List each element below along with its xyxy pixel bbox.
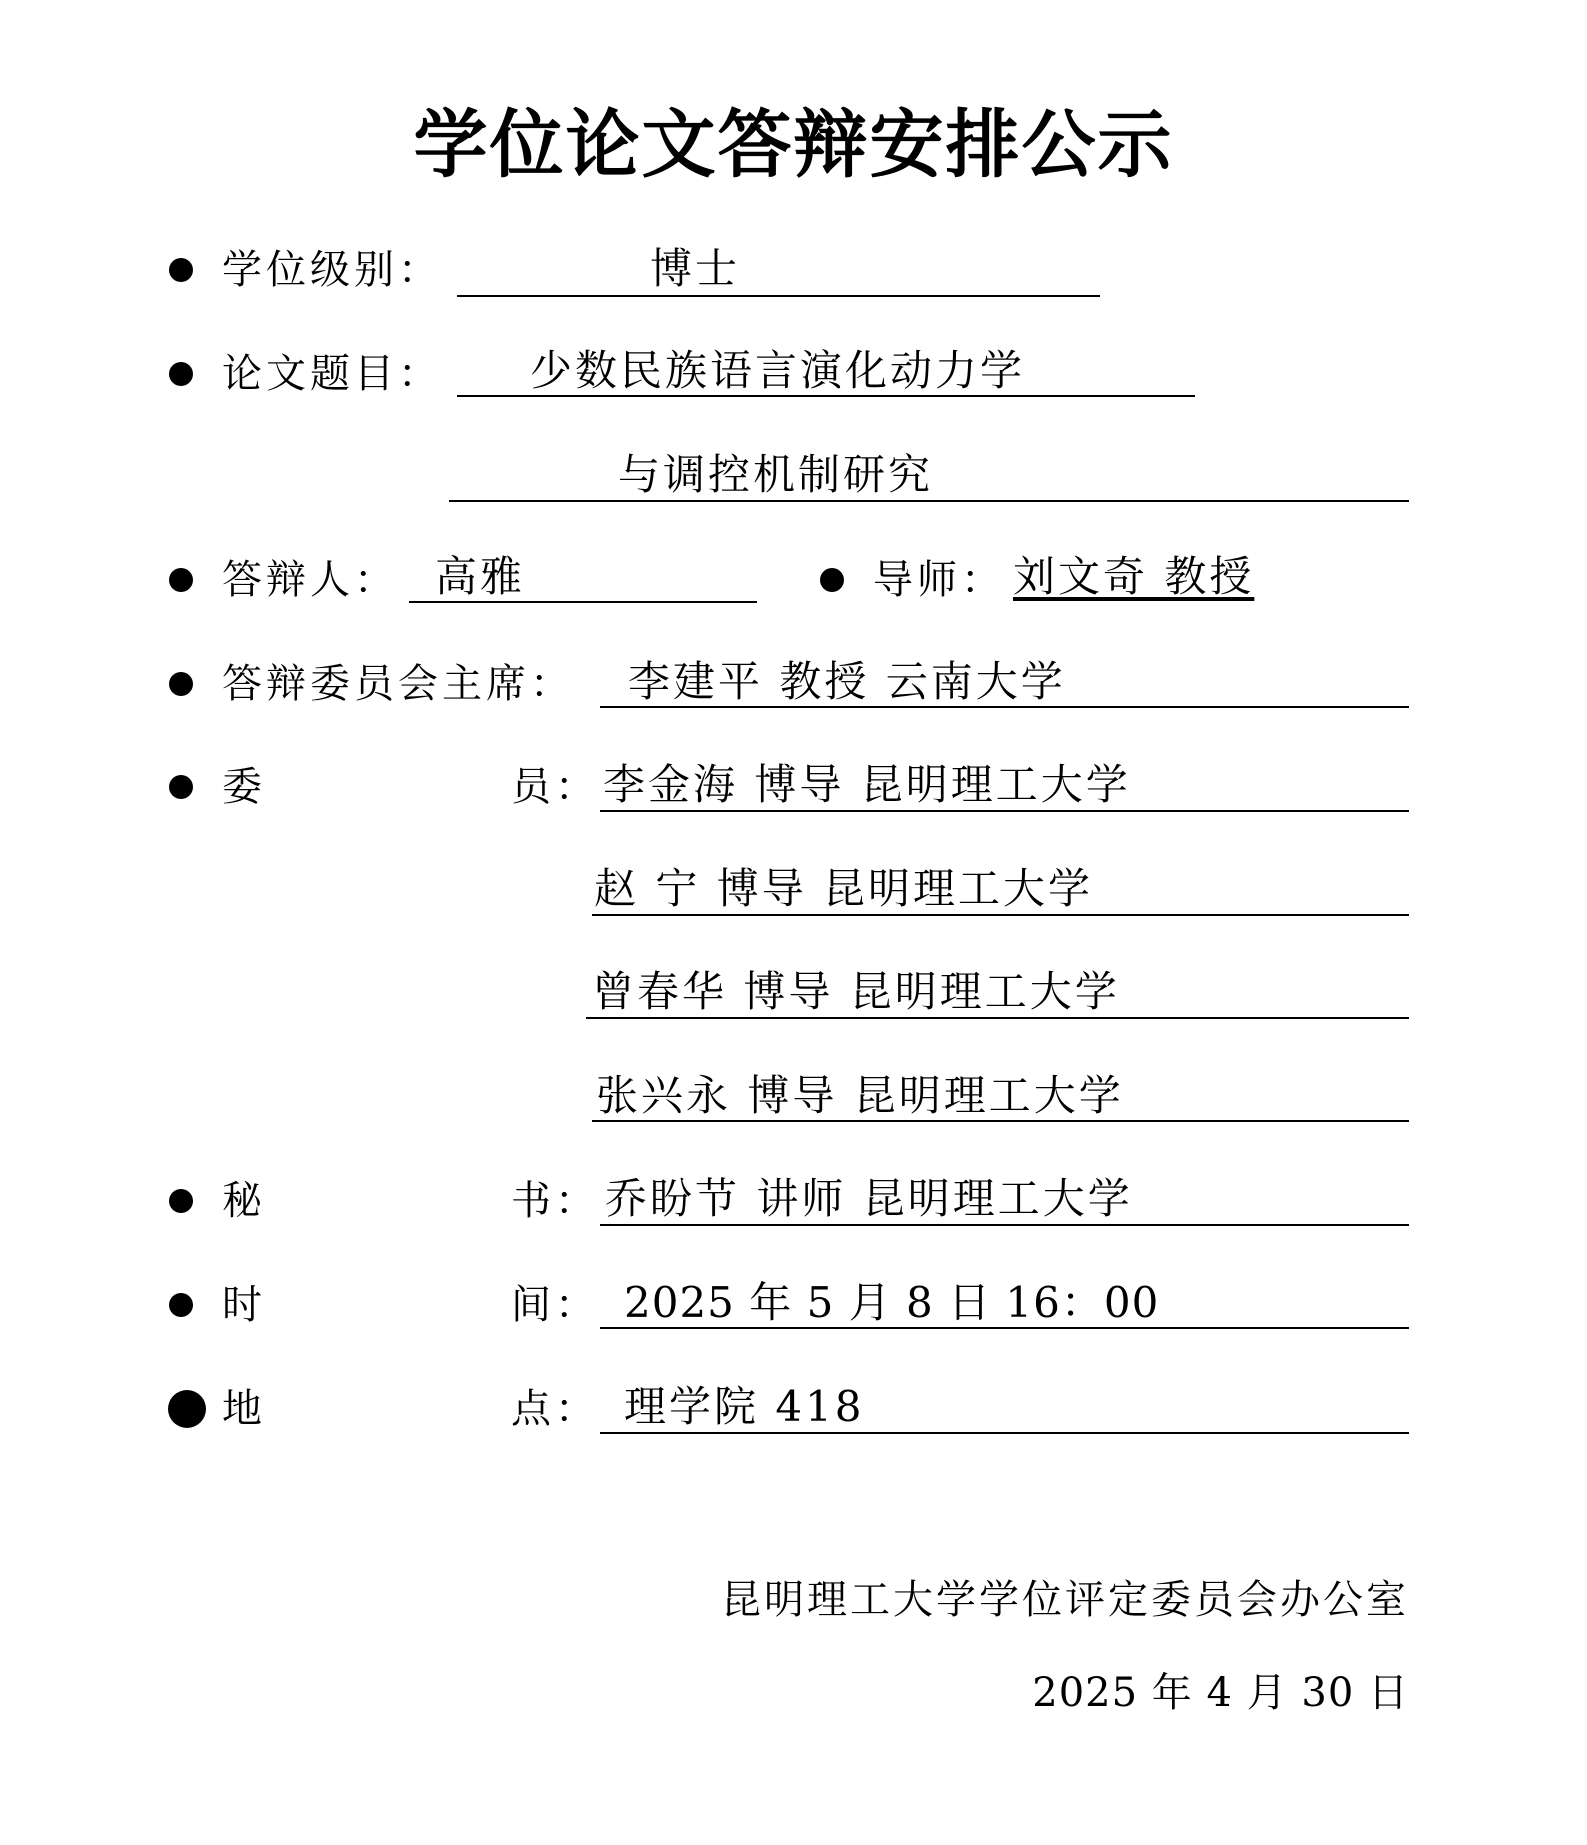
chair-underline: [600, 706, 1409, 708]
secretary-underline: [600, 1224, 1409, 1226]
candidate-value: 高雅: [435, 552, 526, 601]
issuing-office: 昆明理工大学学位评定委员会办公室: [721, 1577, 1409, 1623]
thesis-title-line1: 少数民族语言演化动力学: [530, 346, 1026, 395]
candidate-underline: [409, 601, 757, 603]
candidate-label: 答辩人：: [222, 557, 398, 603]
secretary-label-a: 秘: [222, 1178, 266, 1224]
bullet-icon: [169, 775, 193, 799]
members-label-b: 员：: [511, 764, 599, 810]
place-value: 理学院 418: [624, 1382, 865, 1431]
issue-date: 2025 年 4 月 30 日: [1032, 1670, 1409, 1716]
member-underline-1: [600, 810, 1409, 812]
place-label-a: 地: [222, 1386, 266, 1432]
place-underline: [600, 1432, 1409, 1434]
bullet-icon: [820, 568, 844, 592]
time-label-b: 间：: [511, 1282, 599, 1328]
degree-label: 学位级别：: [222, 247, 442, 293]
bullet-icon: [169, 1293, 193, 1317]
member-2: 赵 宁 博导 昆明理工大学: [594, 864, 1094, 913]
bullet-icon: [168, 1390, 206, 1428]
bullet-icon: [169, 568, 193, 592]
thesis-underline-1: [457, 395, 1195, 397]
bullet-icon: [169, 258, 193, 282]
time-value: 2025 年 5 月 8 日 16：00: [624, 1278, 1160, 1327]
member-underline-3: [586, 1017, 1409, 1019]
chair-label: 答辩委员会主席：: [222, 661, 574, 707]
bullet-icon: [169, 1189, 193, 1213]
place-label-b: 点：: [511, 1386, 599, 1432]
chair-value: 李建平 教授 云南大学: [628, 657, 1066, 706]
thesis-label: 论文题目：: [222, 351, 442, 397]
member-3: 曾春华 博导 昆明理工大学: [592, 967, 1120, 1016]
degree-underline: [457, 295, 1100, 297]
secretary-label-b: 书：: [511, 1178, 599, 1224]
bullet-icon: [169, 672, 193, 696]
page-title: 学位论文答辩安排公示: [413, 102, 1174, 188]
member-4: 张兴永 博导 昆明理工大学: [596, 1071, 1124, 1120]
time-label-a: 时: [222, 1282, 266, 1328]
member-underline-4: [592, 1120, 1409, 1122]
secretary-value: 乔盼节 讲师 昆明理工大学: [605, 1174, 1133, 1223]
time-underline: [600, 1327, 1409, 1329]
member-1: 李金海 博导 昆明理工大学: [603, 760, 1131, 809]
member-underline-2: [592, 914, 1409, 916]
thesis-underline-2: [449, 500, 1409, 502]
thesis-title-line2: 与调控机制研究: [618, 450, 934, 499]
degree-value: 博士: [650, 244, 741, 293]
members-label-a: 委: [222, 764, 266, 810]
advisor-value: 刘文奇 教授: [1013, 552, 1255, 601]
advisor-label: 导师：: [873, 557, 1005, 603]
bullet-icon: [169, 362, 193, 386]
